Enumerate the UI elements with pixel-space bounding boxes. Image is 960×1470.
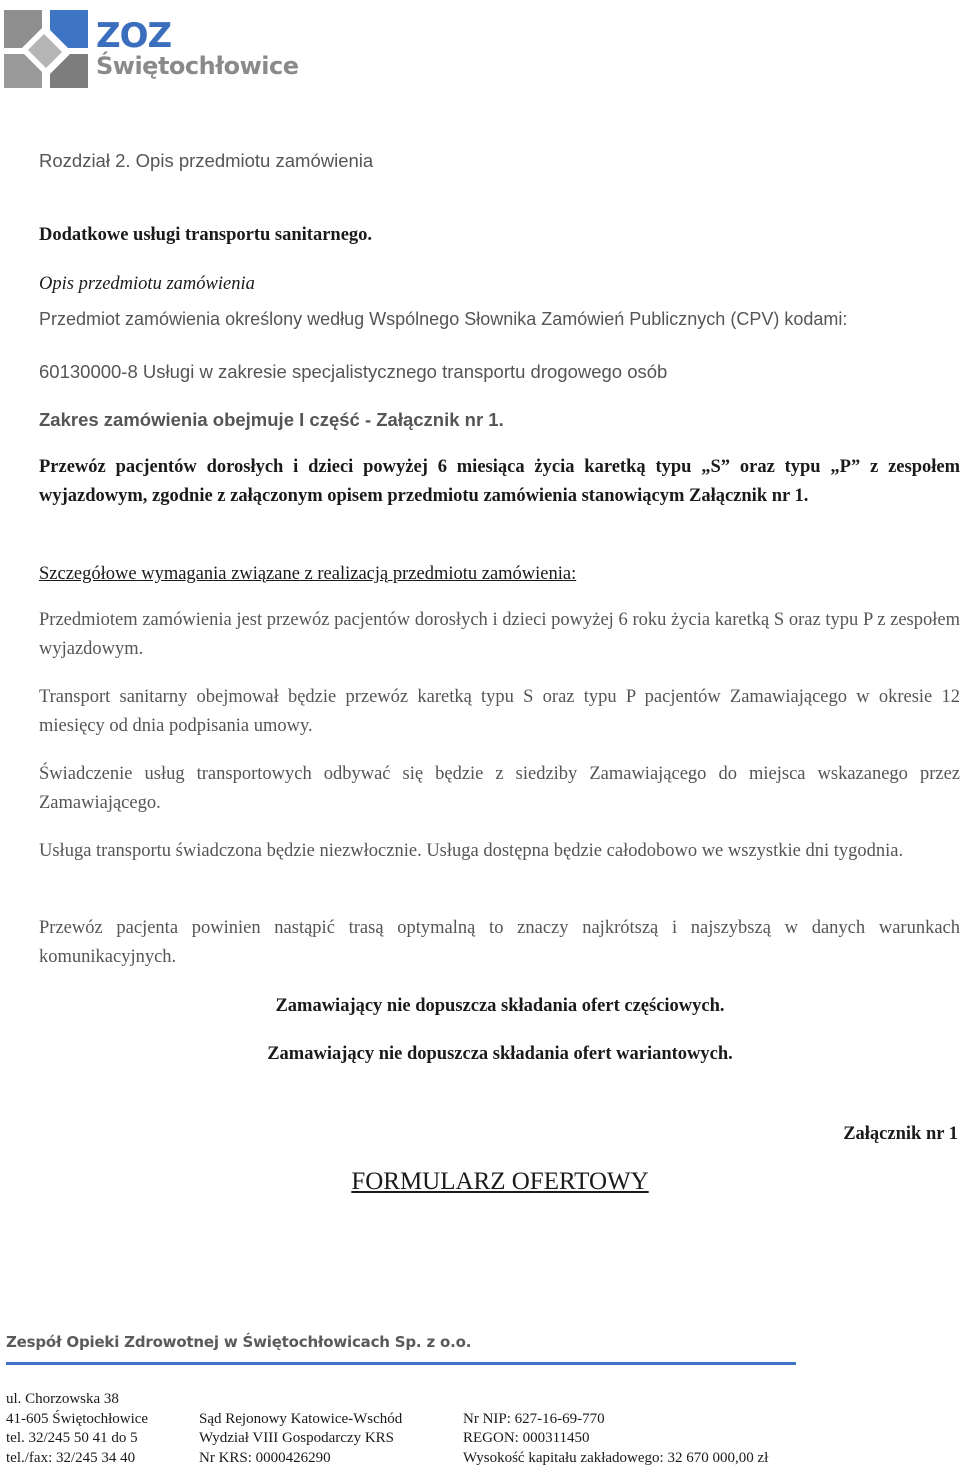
cpv-code: 60130000-8 Usługi w zakresie specjalistycznego transportu drogowego osób [39,361,668,382]
footer-court: Sąd Rejonowy Katowice-Wschód [199,1410,403,1427]
footer-address-column [6,1390,148,1468]
section-subheading: Opis przedmiotu zamówienia [39,274,255,294]
footer-company-name: Zespół Opieki Zdrowotnej w Świętochłowicach Sp. z o.o. [6,1333,472,1351]
footer-nip: Nr NIP: 627-16-69-770 [463,1410,605,1427]
footer-fax: tel./fax: 32/245 34 40 [6,1449,136,1466]
logo-text-city: Świętochłowice [96,52,299,80]
note-partial-offers: Zamawiający nie dopuszcza składania ofert częściowych. [275,996,725,1016]
footer-divider [6,1362,796,1365]
document-heading: Dodatkowe usługi transportu sanitarnego. [39,225,373,245]
transport-description: Przewóz pacjentów dorosłych i dzieci powyżej 6 miesiąca życia karetką typu „S” oraz typu „P” z zespołem wyjazdowym, zgodnie z załączonym opisem przedmiotu zamówienia stanowiącym Załącznik nr 1. [39,457,960,506]
footer-registry-column [463,1410,768,1469]
cpv-intro: Przedmiot zamówienia określony według Wspólnego Słownika Zamówień Publicznych (CPV) kodami: [39,309,848,329]
footer-court-column [199,1410,402,1469]
footer-regon: REGON: 000311450 [463,1430,590,1446]
footer-krs: Nr KRS: 0000426290 [199,1449,331,1466]
paragraph-duration: Transport sanitarny obejmował będzie przewóz karetką typu S oraz typu P pacjentów Zamawiającego w okresie 12 miesięcy od dnia podpisania umowy. [39,687,960,736]
attachment-label: Załącznik nr 1 [843,1124,958,1144]
paragraph-availability: Usługa transportu świadczona będzie niezwłocznie. Usługa dostępna będzie całodobowo we wszystkie dni tygodnia. [39,841,904,861]
company-logo [4,10,299,90]
zoz-logo-mark [4,10,90,90]
form-title: FORMULARZ OFERTOWY [351,1168,649,1195]
paragraph-optimal-route: Przewóz pacjenta powinien nastąpić trasą optymalną to znaczy najkrótszą i najszybszą w danych warunkach komunikacyjnych. [39,918,960,967]
logo-text-zoz: ZOZ [96,16,172,56]
footer-address-city: 41-605 Świętochłowice [6,1410,149,1427]
paragraph-route: Świadczenie usług transportowych odbywać się będzie z siedziby Zamawiającego do miejsca wskazanego przez Zamawiającego. [39,764,960,813]
note-variant-offers: Zamawiający nie dopuszcza składania ofert wariantowych. [267,1044,733,1064]
chapter-title: Rozdział 2. Opis przedmiotu zamówienia [39,150,374,171]
footer-phone: tel. 32/245 50 41 do 5 [6,1430,138,1446]
paragraph-subject: Przedmiotem zamówienia jest przewóz pacjentów dorosłych i dzieci powyżej 6 roku życia karetką S oraz typu P z zespołem wyjazdowym. [39,610,960,659]
footer-capital: Wysokość kapitału zakładowego: 32 670 000,00 zł [463,1449,769,1466]
footer-court-division: Wydział VIII Gospodarczy KRS [199,1430,395,1446]
requirements-heading: Szczegółowe wymagania związane z realizacją przedmiotu zamówienia: [39,564,577,584]
footer-address-street: ul. Chorzowska 38 [6,1391,119,1407]
scope-statement: Zakres zamówienia obejmuje I część - Załącznik nr 1. [39,409,504,430]
